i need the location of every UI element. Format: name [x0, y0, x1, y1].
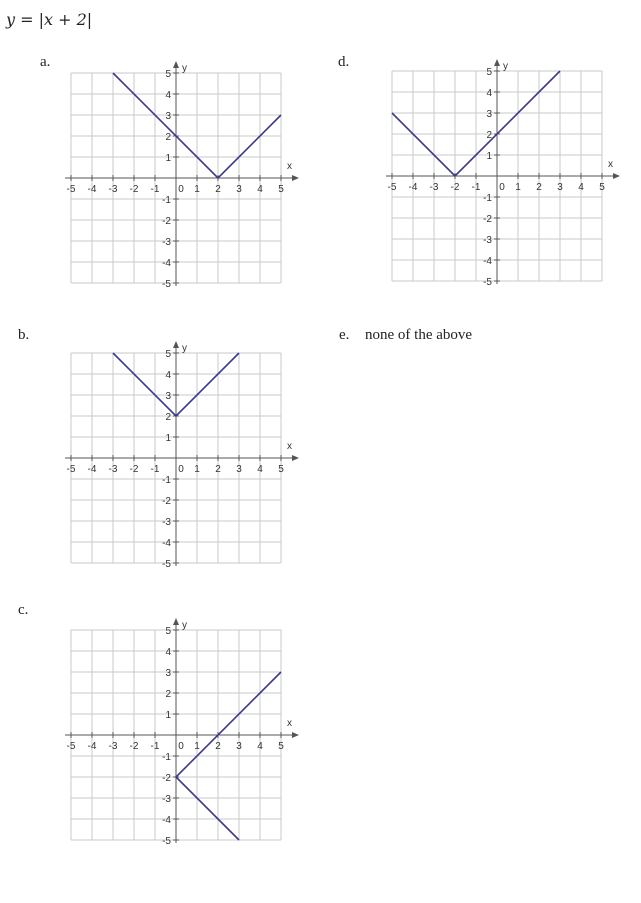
x-tick-label: 2 [215, 464, 221, 475]
y-tick-label: -2 [162, 216, 171, 227]
y-tick-label: -5 [483, 277, 492, 288]
x-tick-label: 3 [557, 182, 563, 193]
y-axis-arrow [173, 61, 179, 68]
x-axis-label: x [608, 159, 613, 170]
x-tick-label: 1 [194, 184, 200, 195]
option-e-text: none of the above [365, 327, 473, 343]
y-axis-arrow [173, 341, 179, 348]
x-tick-label: 2 [215, 741, 221, 752]
x-tick-label: 5 [599, 182, 605, 193]
x-tick-label: 1 [515, 182, 521, 193]
y-tick-label: 1 [165, 433, 171, 444]
y-axis-label: y [503, 61, 508, 72]
x-tick-label: 3 [236, 741, 242, 752]
x-tick-label: 3 [236, 184, 242, 195]
x-tick-label: -2 [129, 184, 139, 195]
option-a-label: a. [40, 54, 51, 70]
x-tick-label: 2 [536, 182, 542, 193]
x-tick-label: -3 [108, 464, 118, 475]
x-tick-label: -4 [408, 182, 418, 193]
y-tick-label: -4 [162, 538, 171, 549]
x-tick-label: -5 [66, 741, 76, 752]
y-tick-label: 4 [486, 88, 492, 99]
x-tick-label: -2 [129, 464, 139, 475]
y-tick-label: 5 [165, 69, 171, 80]
x-tick-label: 5 [278, 741, 284, 752]
x-tick-label: -4 [87, 184, 97, 195]
y-tick-label: 2 [165, 412, 171, 423]
x-tick-label: 1 [194, 741, 200, 752]
x-tick-label: 2 [215, 184, 221, 195]
x-axis-arrow [613, 173, 620, 179]
y-tick-label: 1 [165, 710, 171, 721]
y-axis-arrow [494, 59, 500, 66]
x-tick-label: -2 [129, 741, 139, 752]
y-tick-label: 5 [165, 349, 171, 360]
x-tick-label: -4 [87, 741, 97, 752]
y-axis-label: y [182, 343, 187, 354]
x-tick-label: 4 [257, 464, 263, 475]
x-axis-arrow [292, 732, 299, 738]
y-tick-label: -2 [162, 496, 171, 507]
graph-d [387, 61, 617, 291]
x-tick-label: -3 [108, 184, 118, 195]
y-tick-label: 3 [165, 668, 171, 679]
y-tick-label: -5 [162, 559, 171, 570]
y-tick-label: 5 [486, 67, 492, 78]
question-equation: y = |x + 2| [6, 10, 93, 29]
graph-b [66, 343, 296, 573]
y-tick-label: 4 [165, 370, 171, 381]
y-tick-label: -1 [162, 475, 171, 486]
x-tick-label: 4 [257, 741, 263, 752]
y-tick-label: 3 [165, 391, 171, 402]
y-tick-label: -2 [483, 214, 492, 225]
y-tick-label: 4 [165, 647, 171, 658]
y-tick-label: -3 [162, 794, 171, 805]
x-tick-label: 1 [194, 464, 200, 475]
x-tick-label: -3 [429, 182, 439, 193]
x-tick-label: -5 [387, 182, 397, 193]
option-c-label: c. [18, 602, 29, 618]
y-tick-label: -4 [483, 256, 492, 267]
y-tick-label: -3 [483, 235, 492, 246]
option-e-label: e. [339, 327, 350, 343]
y-tick-label: 1 [165, 153, 171, 164]
x-axis-arrow [292, 175, 299, 181]
y-tick-label: 4 [165, 90, 171, 101]
y-tick-label: -4 [162, 258, 171, 269]
y-axis-arrow [173, 618, 179, 625]
origin-label: 0 [178, 741, 184, 752]
y-tick-label: -1 [483, 193, 492, 204]
x-axis-arrow [292, 455, 299, 461]
x-tick-label: 3 [236, 464, 242, 475]
origin-label: 0 [178, 184, 184, 195]
y-tick-label: 2 [165, 689, 171, 700]
y-tick-label: 2 [486, 130, 492, 141]
x-tick-label: -3 [108, 741, 118, 752]
origin-label: 0 [499, 182, 505, 193]
x-tick-label: -1 [150, 464, 160, 475]
x-tick-label: 5 [278, 184, 284, 195]
y-tick-label: -5 [162, 279, 171, 290]
x-tick-label: -5 [66, 464, 76, 475]
option-b-label: b. [18, 327, 30, 343]
y-tick-label: 3 [165, 111, 171, 122]
x-tick-label: 4 [257, 184, 263, 195]
x-tick-label: -1 [471, 182, 481, 193]
y-tick-label: 3 [486, 109, 492, 120]
y-axis-label: y [182, 63, 187, 74]
y-tick-label: -2 [162, 773, 171, 784]
x-axis-label: x [287, 441, 292, 452]
x-tick-label: -1 [150, 741, 160, 752]
option-d-label: d. [338, 54, 350, 70]
x-tick-label: 4 [578, 182, 584, 193]
y-tick-label: -3 [162, 237, 171, 248]
x-tick-label: -4 [87, 464, 97, 475]
y-tick-label: 5 [165, 626, 171, 637]
y-tick-label: 2 [165, 132, 171, 143]
x-tick-label: -1 [150, 184, 160, 195]
y-axis-label: y [182, 620, 187, 631]
x-tick-label: 5 [278, 464, 284, 475]
x-tick-label: -5 [66, 184, 76, 195]
graph-a [66, 63, 296, 293]
origin-label: 0 [178, 464, 184, 475]
graph-c [66, 620, 296, 850]
y-tick-label: -1 [162, 752, 171, 763]
x-axis-label: x [287, 161, 292, 172]
x-tick-label: -2 [450, 182, 460, 193]
y-tick-label: -3 [162, 517, 171, 528]
y-tick-label: -5 [162, 836, 171, 847]
y-tick-label: 1 [486, 151, 492, 162]
y-tick-label: -4 [162, 815, 171, 826]
x-axis-label: x [287, 718, 292, 729]
y-tick-label: -1 [162, 195, 171, 206]
